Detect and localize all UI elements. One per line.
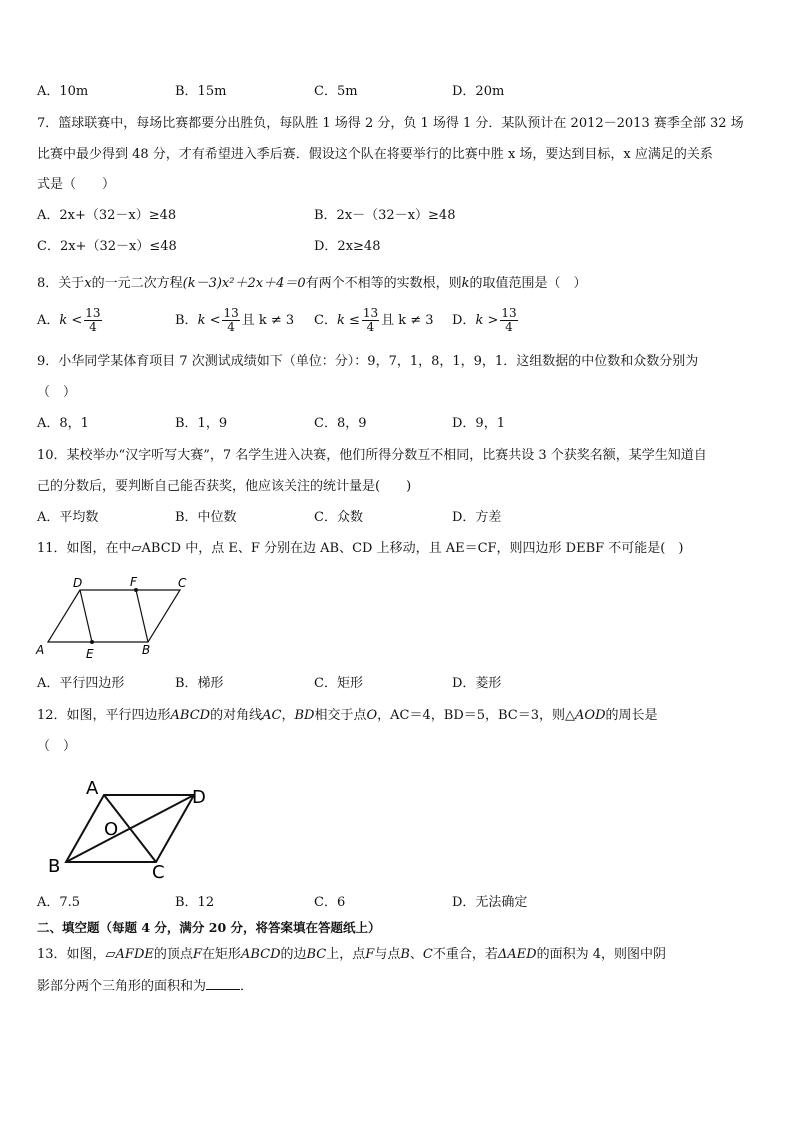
q12-option-a: A．7.5: [37, 895, 81, 910]
q7-stem-line3: 式是（ ）: [37, 177, 116, 192]
q12-ac: AC: [262, 708, 282, 723]
q8-option-b-fraction: [222, 307, 239, 334]
fraction-denominator: 4: [366, 320, 375, 334]
label-d: D: [73, 576, 83, 590]
q13-text-h: 的面积为 4，则图中阴: [536, 947, 666, 962]
q8-option-c-label: C．: [314, 313, 337, 328]
q8-option-a-rel: k <: [59, 313, 83, 328]
q8-option-b-label: B．: [175, 313, 198, 328]
q7-option-a: A．2x+（32－x）≥48: [37, 208, 177, 223]
q8-var-x: x: [84, 276, 92, 291]
q13-text-d: 的边: [280, 947, 307, 962]
q12-aod: AOD: [575, 708, 606, 723]
q8-var-k: k: [461, 276, 470, 291]
q12-bd: BD: [294, 708, 315, 723]
q13-stem-line1: [37, 946, 757, 964]
segment-fb: [136, 590, 148, 642]
q8-option-a: [37, 307, 104, 334]
label-b: B: [48, 856, 61, 877]
q11-option-b: B．梯形: [175, 676, 224, 691]
q12-sep: ，: [281, 708, 295, 723]
q8-option-c: [314, 307, 434, 334]
q13-text-e: 上，点: [326, 947, 366, 962]
q8-option-b-rel: k <: [197, 313, 221, 328]
q8-option-b-tail: 且 k ≠ 3: [241, 313, 295, 328]
q10-stem-line2: 己的分数后，要判断自己能否获奖，他应该关注的统计量是( ): [37, 479, 412, 494]
q8-option-c-tail: 且 k ≠ 3: [381, 313, 434, 328]
q8-option-d-rel: k >: [475, 313, 499, 328]
answer-blank: [206, 977, 240, 990]
q6-option-b: B．15m: [175, 84, 227, 99]
q12-text-b: 的对角线: [210, 708, 263, 723]
segment-de: [80, 590, 92, 642]
q6-option-d: D．20m: [452, 84, 505, 99]
q9-stem-line1: 9．小华同学某体育项目 7 次测试成绩如下（单位：分）：9，7，1，8，1，9，1．这组数据的中位数和众数分别为: [37, 354, 699, 369]
q13-text-c: 在矩形: [201, 947, 241, 962]
fraction-denominator: 4: [89, 320, 97, 334]
label-a: A: [86, 778, 99, 799]
q12-stem-line1: [37, 707, 757, 725]
q8-option-a-label: A．: [37, 313, 60, 328]
fraction-numerator: 13: [85, 306, 101, 320]
q8-suffix: 有两个不相等的实数根，则: [305, 276, 462, 291]
label-c: C: [178, 576, 187, 590]
q13-text-end: ．: [240, 979, 254, 994]
q8-option-d-label: D．: [452, 313, 476, 328]
label-b: B: [142, 643, 151, 657]
q6-option-c: C．5m: [314, 84, 358, 99]
q10-option-d: D．方差: [452, 510, 502, 525]
q13-stem-line2: [37, 977, 757, 996]
q13-text-f: 与点: [374, 947, 401, 962]
q8-equation: (k－3)x²＋2x＋4＝0: [182, 276, 306, 291]
q8-stem: [37, 275, 757, 293]
q11-option-a: A．平行四边形: [37, 676, 125, 691]
q12-abcd: ABCD: [170, 708, 211, 723]
q7-option-d: D．2x≥48: [314, 239, 381, 254]
fraction-numerator: 13: [501, 306, 517, 320]
q8-option-c-rel: k ≤: [336, 313, 360, 328]
q12-stem-line2: （ ）: [37, 739, 77, 754]
q12-option-b: B．12: [175, 895, 215, 910]
q13-text-a: 13．如图，: [37, 947, 106, 962]
label-a: A: [36, 643, 45, 657]
q13-text-g: 不重合，若: [432, 947, 498, 962]
q8-prefix: 8．关于: [37, 276, 85, 291]
q8-option-a-fraction: [84, 307, 101, 334]
q12-option-c: C．6: [314, 895, 346, 910]
q13-text-line2: 影部分两个三角形的面积和为: [37, 979, 207, 994]
q9-option-d: D．9，1: [452, 416, 505, 431]
parallelogram-abcd: [48, 590, 180, 642]
label-e: E: [86, 647, 94, 661]
q8-option-d: [452, 307, 520, 334]
q13-sep: 、: [409, 947, 423, 962]
q12-text-a: 12．如图，平行四边形: [37, 708, 171, 723]
q13-bc: BC: [306, 947, 327, 962]
label-f: F: [130, 575, 137, 589]
q11-stem: 11．如图，在中▱ABCD 中，点 E、F 分别在边 AB、CD 上移动，且 AE＝CF，则四边形 DEBF 不可能是( ): [37, 541, 684, 556]
q13-f: F: [192, 947, 202, 962]
q13-c: C: [422, 947, 433, 962]
q7-option-c: C．2x+（32－x）≤48: [37, 239, 177, 254]
q13-abcd: ABCD: [240, 947, 281, 962]
q7-stem-line2: 比赛中最少得到 48 分，才有希望进入季后赛．假设这个队在将要举行的比赛中胜 x 场，要达到目标，x 应满足的关系: [37, 147, 713, 162]
q12-parallelogram-figure: [40, 775, 225, 885]
q13-aed: ΔAED: [497, 947, 537, 962]
q10-stem-line1: 10．某校举办“汉字听写大赛”，7 名学生进入决赛，他们所得分数互不相同，比赛共设 3 个获奖名额，某学生知道自: [37, 448, 707, 463]
q12-option-d: D．无法确定: [452, 895, 528, 910]
q9-option-c: C．8，9: [314, 416, 367, 431]
q12-text-c: 相交于点: [314, 708, 367, 723]
q13-b: B: [400, 947, 410, 962]
q11-parallelogram-figure: [30, 570, 200, 665]
label-d: D: [192, 787, 206, 808]
q13-afde: ▱AFDE: [105, 947, 154, 962]
q10-option-c: C．众数: [314, 510, 363, 525]
fraction-numerator: 13: [223, 306, 239, 320]
fraction-denominator: 4: [505, 320, 513, 334]
label-c: C: [152, 862, 165, 883]
fraction-numerator: 13: [362, 306, 379, 320]
section-fill-in-heading: 二、填空题（每题 4 分，满分 20 分，将答案填在答题纸上）: [37, 920, 381, 935]
q9-option-a: A．8，1: [37, 416, 89, 431]
q8-end: 的取值范围是（ ）: [469, 276, 587, 291]
q8-option-b: [175, 307, 294, 334]
q9-option-b: B．1，9: [175, 416, 228, 431]
q12-conditions: ，AC＝4，BD＝5，BC＝3，则△: [377, 708, 576, 723]
label-o: O: [104, 819, 119, 840]
q9-stem-line2: （ ）: [37, 385, 77, 400]
q8-mid: 的一元二次方程: [91, 276, 183, 291]
point-e: [90, 640, 94, 644]
q13-text-b: 的顶点: [153, 947, 193, 962]
q10-option-b: B．中位数: [175, 510, 237, 525]
fraction-denominator: 4: [227, 320, 235, 334]
q7-stem-line1: 7．篮球联赛中，每场比赛都要分出胜负，每队胜 1 场得 2 分，负 1 场得 1 分．某队预计在 2012－2013 赛季全部 32 场: [37, 116, 744, 131]
q11-option-d: D．菱形: [452, 676, 502, 691]
q12-o: O: [366, 708, 378, 723]
q12-text-d: 的周长是: [605, 708, 658, 723]
q7-option-b: B．2x－（32－x）≥48: [314, 208, 456, 223]
q13-f2: F: [365, 947, 375, 962]
q8-option-c-fraction: [362, 307, 379, 334]
q8-option-d-fraction: [500, 307, 517, 334]
q6-option-a: A．10m: [37, 84, 89, 99]
q11-option-c: C．矩形: [314, 676, 363, 691]
q10-option-a: A．平均数: [37, 510, 99, 525]
